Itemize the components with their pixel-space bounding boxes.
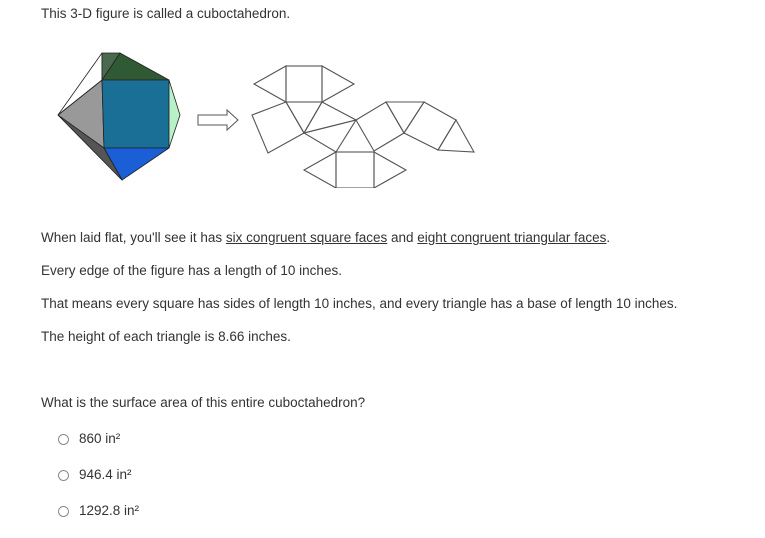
answer-option-label: 860 in² [79,431,121,446]
faces-text-after: . [606,230,611,245]
cuboctahedron-figure [50,48,490,188]
answer-option-label: 1292.8 in² [79,503,140,518]
question-text: What is the surface area of this entire cuboctahedron? [41,395,366,410]
sides-text: That means every square has sides of length 10 inches, and every triangle has a base of length 10 inches. [41,296,678,311]
arrow-icon [198,110,238,130]
answer-option-3[interactable] [58,503,139,519]
answer-option-1[interactable] [58,431,120,447]
answer-option-2[interactable] [58,467,132,483]
solid-right-face [169,80,180,148]
solid-front-face [102,80,169,148]
faces-paragraph [41,230,610,246]
solid-bottom-face [104,148,169,180]
radio-button[interactable] [58,506,69,517]
height-text: The height of each triangle is 8.66 inches. [41,329,291,344]
radio-button[interactable] [58,470,69,481]
cuboctahedron-solid [58,53,180,180]
triangular-faces-link[interactable]: eight congruent triangular faces [417,230,607,245]
faces-text-middle: and [387,230,418,245]
square-faces-link[interactable]: six congruent square faces [225,230,388,245]
answer-option-label: 946.4 in² [79,467,132,482]
intro-text: This 3-D figure is called a cuboctahedron. [41,6,291,21]
cuboctahedron-net [252,66,474,188]
edge-length-text: Every edge of the figure has a length of 10 inches. [41,263,342,278]
radio-button[interactable] [58,434,69,445]
faces-text-before: When laid flat, you'll see it has [41,230,226,245]
